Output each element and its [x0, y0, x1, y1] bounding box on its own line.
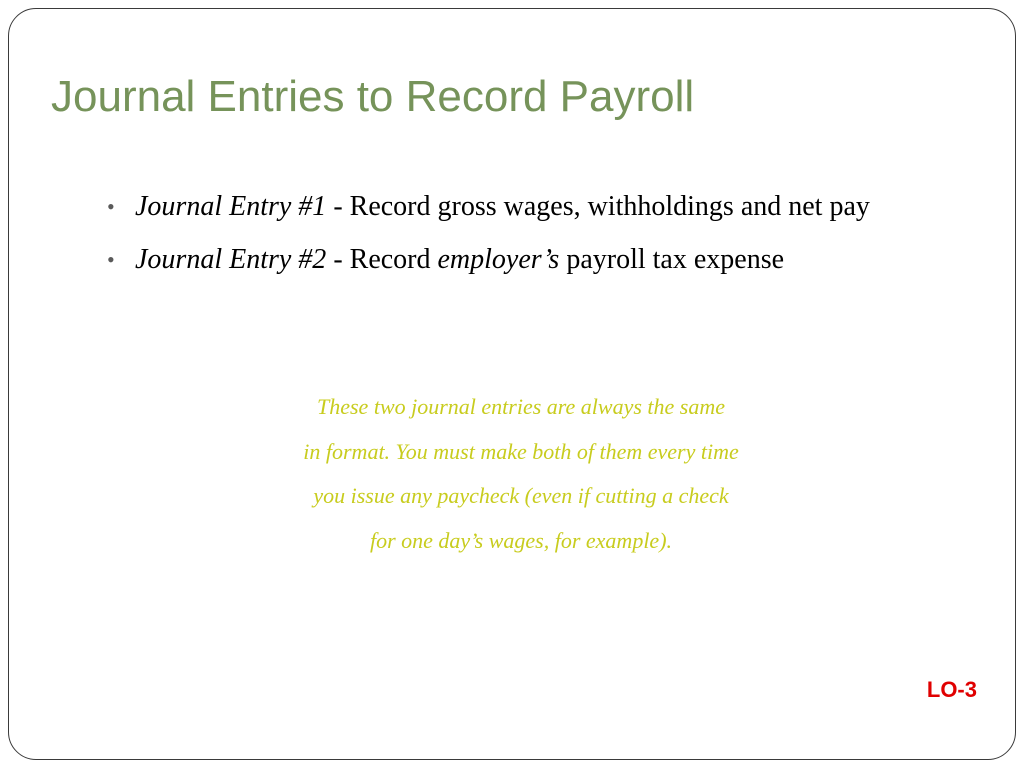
- bullet-item-journal-entry-1: [105, 185, 905, 229]
- bullet-term: Journal Entry #1: [135, 191, 327, 222]
- bullet-emphasis: employer’s: [437, 244, 560, 275]
- bullet-item-journal-entry-2: [105, 238, 905, 282]
- note-line: These two journal entries are always the same: [317, 394, 725, 419]
- note-line: you issue any paycheck (even if cutting a check: [313, 483, 729, 508]
- bullet-dot-icon: •: [107, 194, 115, 219]
- bullet-text-before: Record: [349, 244, 438, 275]
- slide-title: Journal Entries to Record Payroll: [51, 72, 695, 121]
- slide: [8, 8, 1016, 760]
- bullet-separator: -: [326, 244, 350, 275]
- learning-objective-tag: LO-3: [926, 677, 977, 702]
- bullet-separator: -: [326, 191, 350, 222]
- bullet-dot-icon: •: [107, 247, 115, 272]
- note-line: in format. You must make both of them every time: [303, 438, 739, 464]
- bullet-list: [105, 185, 905, 291]
- bullet-text-after: payroll tax expense: [559, 244, 785, 275]
- callout-note: [121, 385, 921, 563]
- note-line: for one day’s wages, for example).: [369, 527, 673, 553]
- bullet-term: Journal Entry #2: [135, 244, 327, 275]
- bullet-text: Record gross wages, withholdings and net pay: [349, 191, 870, 222]
